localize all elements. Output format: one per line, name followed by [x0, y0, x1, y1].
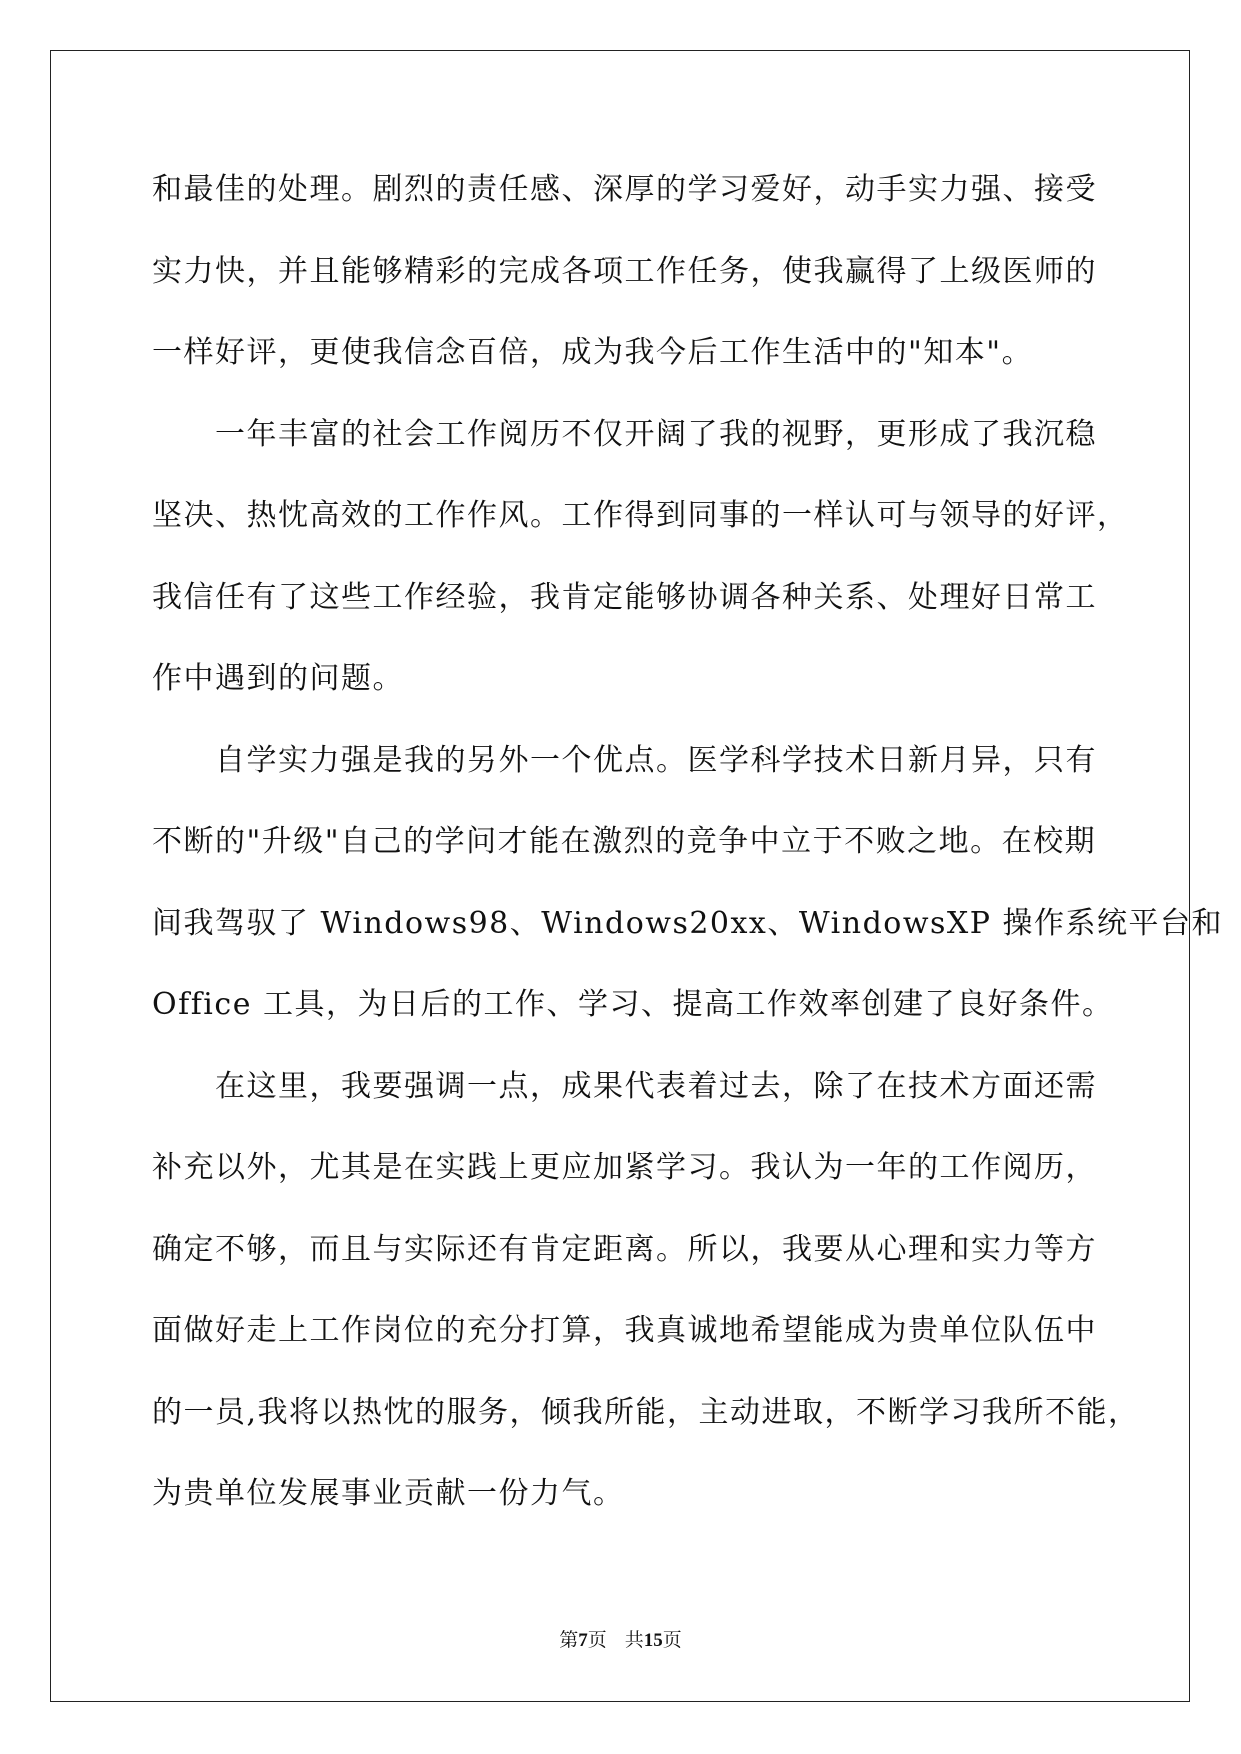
current-page-number: 7	[578, 1630, 588, 1651]
text-line: 一样好评，更使我信念百倍，成为我今后工作生活中的"知本"。	[152, 335, 1034, 370]
text-line: 自学实力强是我的另外一个优点。医学科学技术日新月异，只有	[152, 742, 1097, 778]
text-line: 一年丰富的社会工作阅历不仅开阔了我的视野，更形成了我沉稳	[152, 416, 1097, 452]
text-line: 作中遇到的问题。	[152, 661, 404, 696]
text-line: 坚决、热忱高效的工作作风。工作得到同事的一样认可与领导的好评，	[152, 498, 1129, 533]
text-line: 为贵单位发展事业贡献一份力气。	[152, 1476, 625, 1511]
text-line: Office 工具，为日后的工作、学习、提高工作效率创建了良好条件。	[152, 987, 1114, 1022]
text-line: 确定不够，而且与实际还有肯定距离。所以，我要从心理和实力等方	[152, 1231, 1097, 1267]
total-suffix: 页	[662, 1629, 682, 1651]
text-line: 在这里，我要强调一点，成果代表着过去，除了在技术方面还需	[152, 1068, 1097, 1104]
text-line: 不断的"升级"自己的学问才能在激烈的竞争中立于不败之地。在校期	[152, 824, 1097, 859]
total-prefix: 共	[624, 1629, 644, 1651]
text-line: 的一员,我将以热忱的服务，倾我所能，主动进取，不断学习我所不能，	[152, 1394, 1140, 1430]
page-footer	[0, 1628, 1241, 1653]
page-suffix: 页	[587, 1629, 607, 1651]
text-line: 间我驾驭了 Windows98、Windows20xx、WindowsXP 操作系统平台和	[152, 905, 1223, 941]
text-line: 实力快，并且能够精彩的完成各项工作任务，使我赢得了上级医师的	[152, 253, 1097, 289]
text-line: 和最佳的处理。剧烈的责任感、深厚的学习爱好，动手实力强、接受	[152, 172, 1097, 207]
total-page-count: 15	[643, 1630, 663, 1651]
document-body	[152, 160, 1223, 1546]
text-line: 面做好走上工作岗位的充分打算，我真诚地希望能成为贵单位队伍中	[152, 1313, 1097, 1348]
page-prefix: 第	[559, 1629, 579, 1651]
text-line: 补充以外，尤其是在实践上更应加紧学习。我认为一年的工作阅历，	[152, 1150, 1097, 1185]
text-line: 我信任有了这些工作经验，我肯定能够协调各种关系、处理好日常工	[152, 579, 1097, 615]
